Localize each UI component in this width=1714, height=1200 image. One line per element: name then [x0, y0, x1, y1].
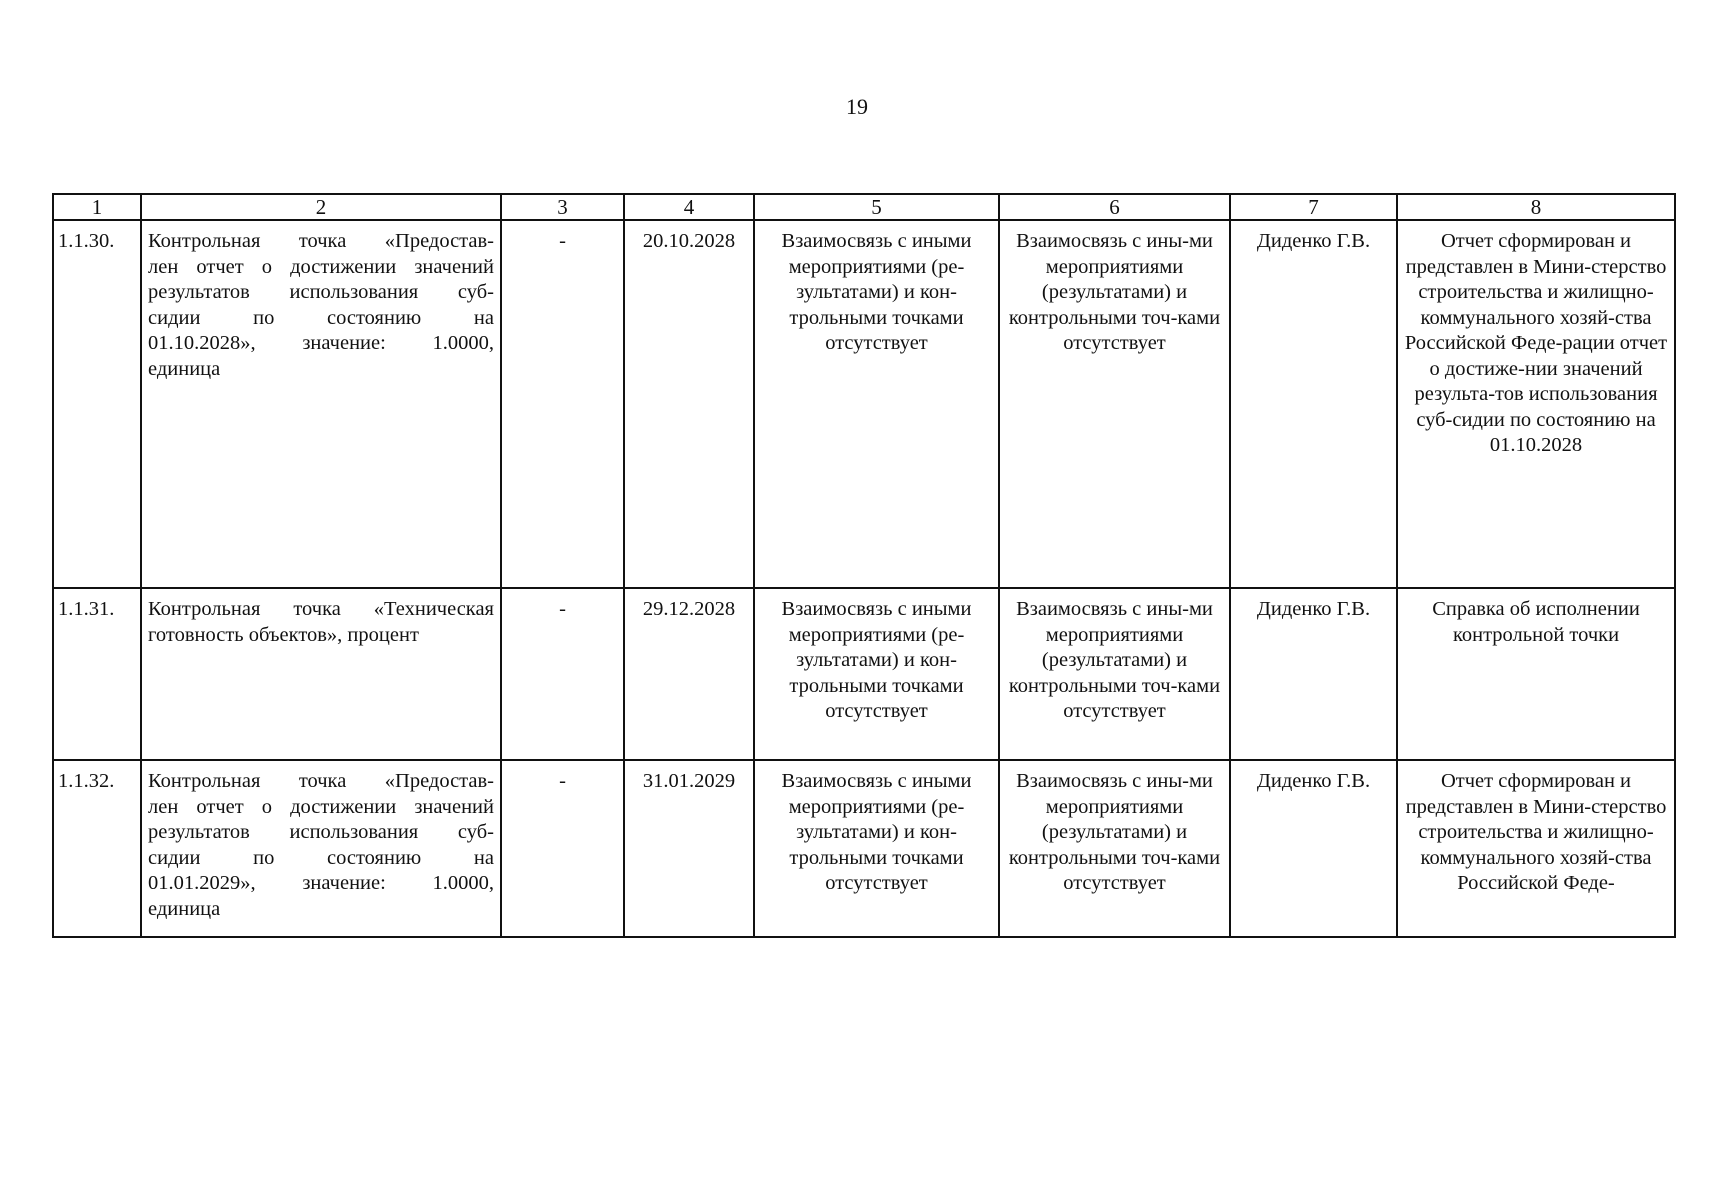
row-number: 1.1.30. [53, 220, 141, 588]
result-document: Отчет сформирован и представлен в Мини-стерство строительства и жилищно-коммунального хозяй-ства Российской Феде-рации отчет о достиже-нии значений результа-тов использования суб-сидии по состоянию на 01.10.2028 [1397, 220, 1675, 588]
column-3-value: - [501, 760, 624, 937]
relation-to-results: Взаимосвязь с ины-ми мероприятиями (результатами) и контрольными точ-ками отсутствует [999, 760, 1230, 937]
column-header: 7 [1230, 194, 1397, 220]
column-header: 5 [754, 194, 999, 220]
column-header: 6 [999, 194, 1230, 220]
header-row [53, 194, 1675, 220]
relation-to-results: Взаимосвязь с ины-ми мероприятиями (результатами) и контрольными точ-ками отсутствует [999, 588, 1230, 760]
relation-to-activities: Взаимосвязь с иными мероприятиями (ре-зультатами) и кон-трольными точками отсутствует [754, 588, 999, 760]
table-row [53, 220, 1675, 588]
page-number: 19 [846, 94, 868, 119]
result-document: Отчет сформирован и представлен в Мини-стерство строительства и жилищно-коммунального хозяй-ства Российской Феде- [1397, 760, 1675, 937]
control-point-description [141, 220, 501, 588]
description-line: лен отчет о достижении значений [148, 255, 494, 278]
row-number: 1.1.31. [53, 588, 141, 760]
relation-to-activities: Взаимосвязь с иными мероприятиями (ре-зультатами) и кон-трольными точками отсутствует [754, 220, 999, 588]
column-3-value: - [501, 588, 624, 760]
responsible-person: Диденко Г.В. [1230, 220, 1397, 588]
responsible-person: Диденко Г.В. [1230, 760, 1397, 937]
description-line: Контрольная точка «Техническая [148, 598, 494, 620]
description-line: готовность объектов», процент [148, 623, 419, 646]
description-line: Контрольная точка «Предостав- [148, 230, 494, 252]
description-line: сидии по состоянию на [148, 306, 494, 329]
description-line: лен отчет о достижении значений [148, 795, 494, 818]
description-line: сидии по состоянию на [148, 846, 494, 869]
column-3-value: - [501, 220, 624, 588]
description-line: единица [148, 357, 221, 380]
description-line: результатов использования суб- [148, 821, 494, 843]
column-header: 1 [53, 194, 141, 220]
result-document: Справка об исполнении контрольной точки [1397, 588, 1675, 760]
description-line: Контрольная точка «Предостав- [148, 770, 494, 792]
row-number: 1.1.32. [53, 760, 141, 937]
due-date: 31.01.2029 [624, 760, 754, 937]
column-header: 3 [501, 194, 624, 220]
relation-to-activities: Взаимосвязь с иными мероприятиями (ре-зультатами) и кон-трольными точками отсутствует [754, 760, 999, 937]
responsible-person: Диденко Г.В. [1230, 588, 1397, 760]
description-line: результатов использования суб- [148, 281, 494, 303]
table-row [53, 760, 1675, 937]
description-line: единица [148, 897, 221, 920]
control-point-description [141, 760, 501, 937]
table-row [53, 588, 1675, 760]
due-date: 20.10.2028 [624, 220, 754, 588]
description-line: 01.01.2029», значение: 1.0000, [148, 872, 494, 894]
description-line: 01.10.2028», значение: 1.0000, [148, 332, 494, 354]
column-header: 4 [624, 194, 754, 220]
due-date: 29.12.2028 [624, 588, 754, 760]
column-header: 8 [1397, 194, 1675, 220]
relation-to-results: Взаимосвязь с ины-ми мероприятиями (результатами) и контрольными точ-ками отсутствует [999, 220, 1230, 588]
column-header: 2 [141, 194, 501, 220]
control-points-table [52, 193, 1676, 938]
control-point-description [141, 588, 501, 760]
